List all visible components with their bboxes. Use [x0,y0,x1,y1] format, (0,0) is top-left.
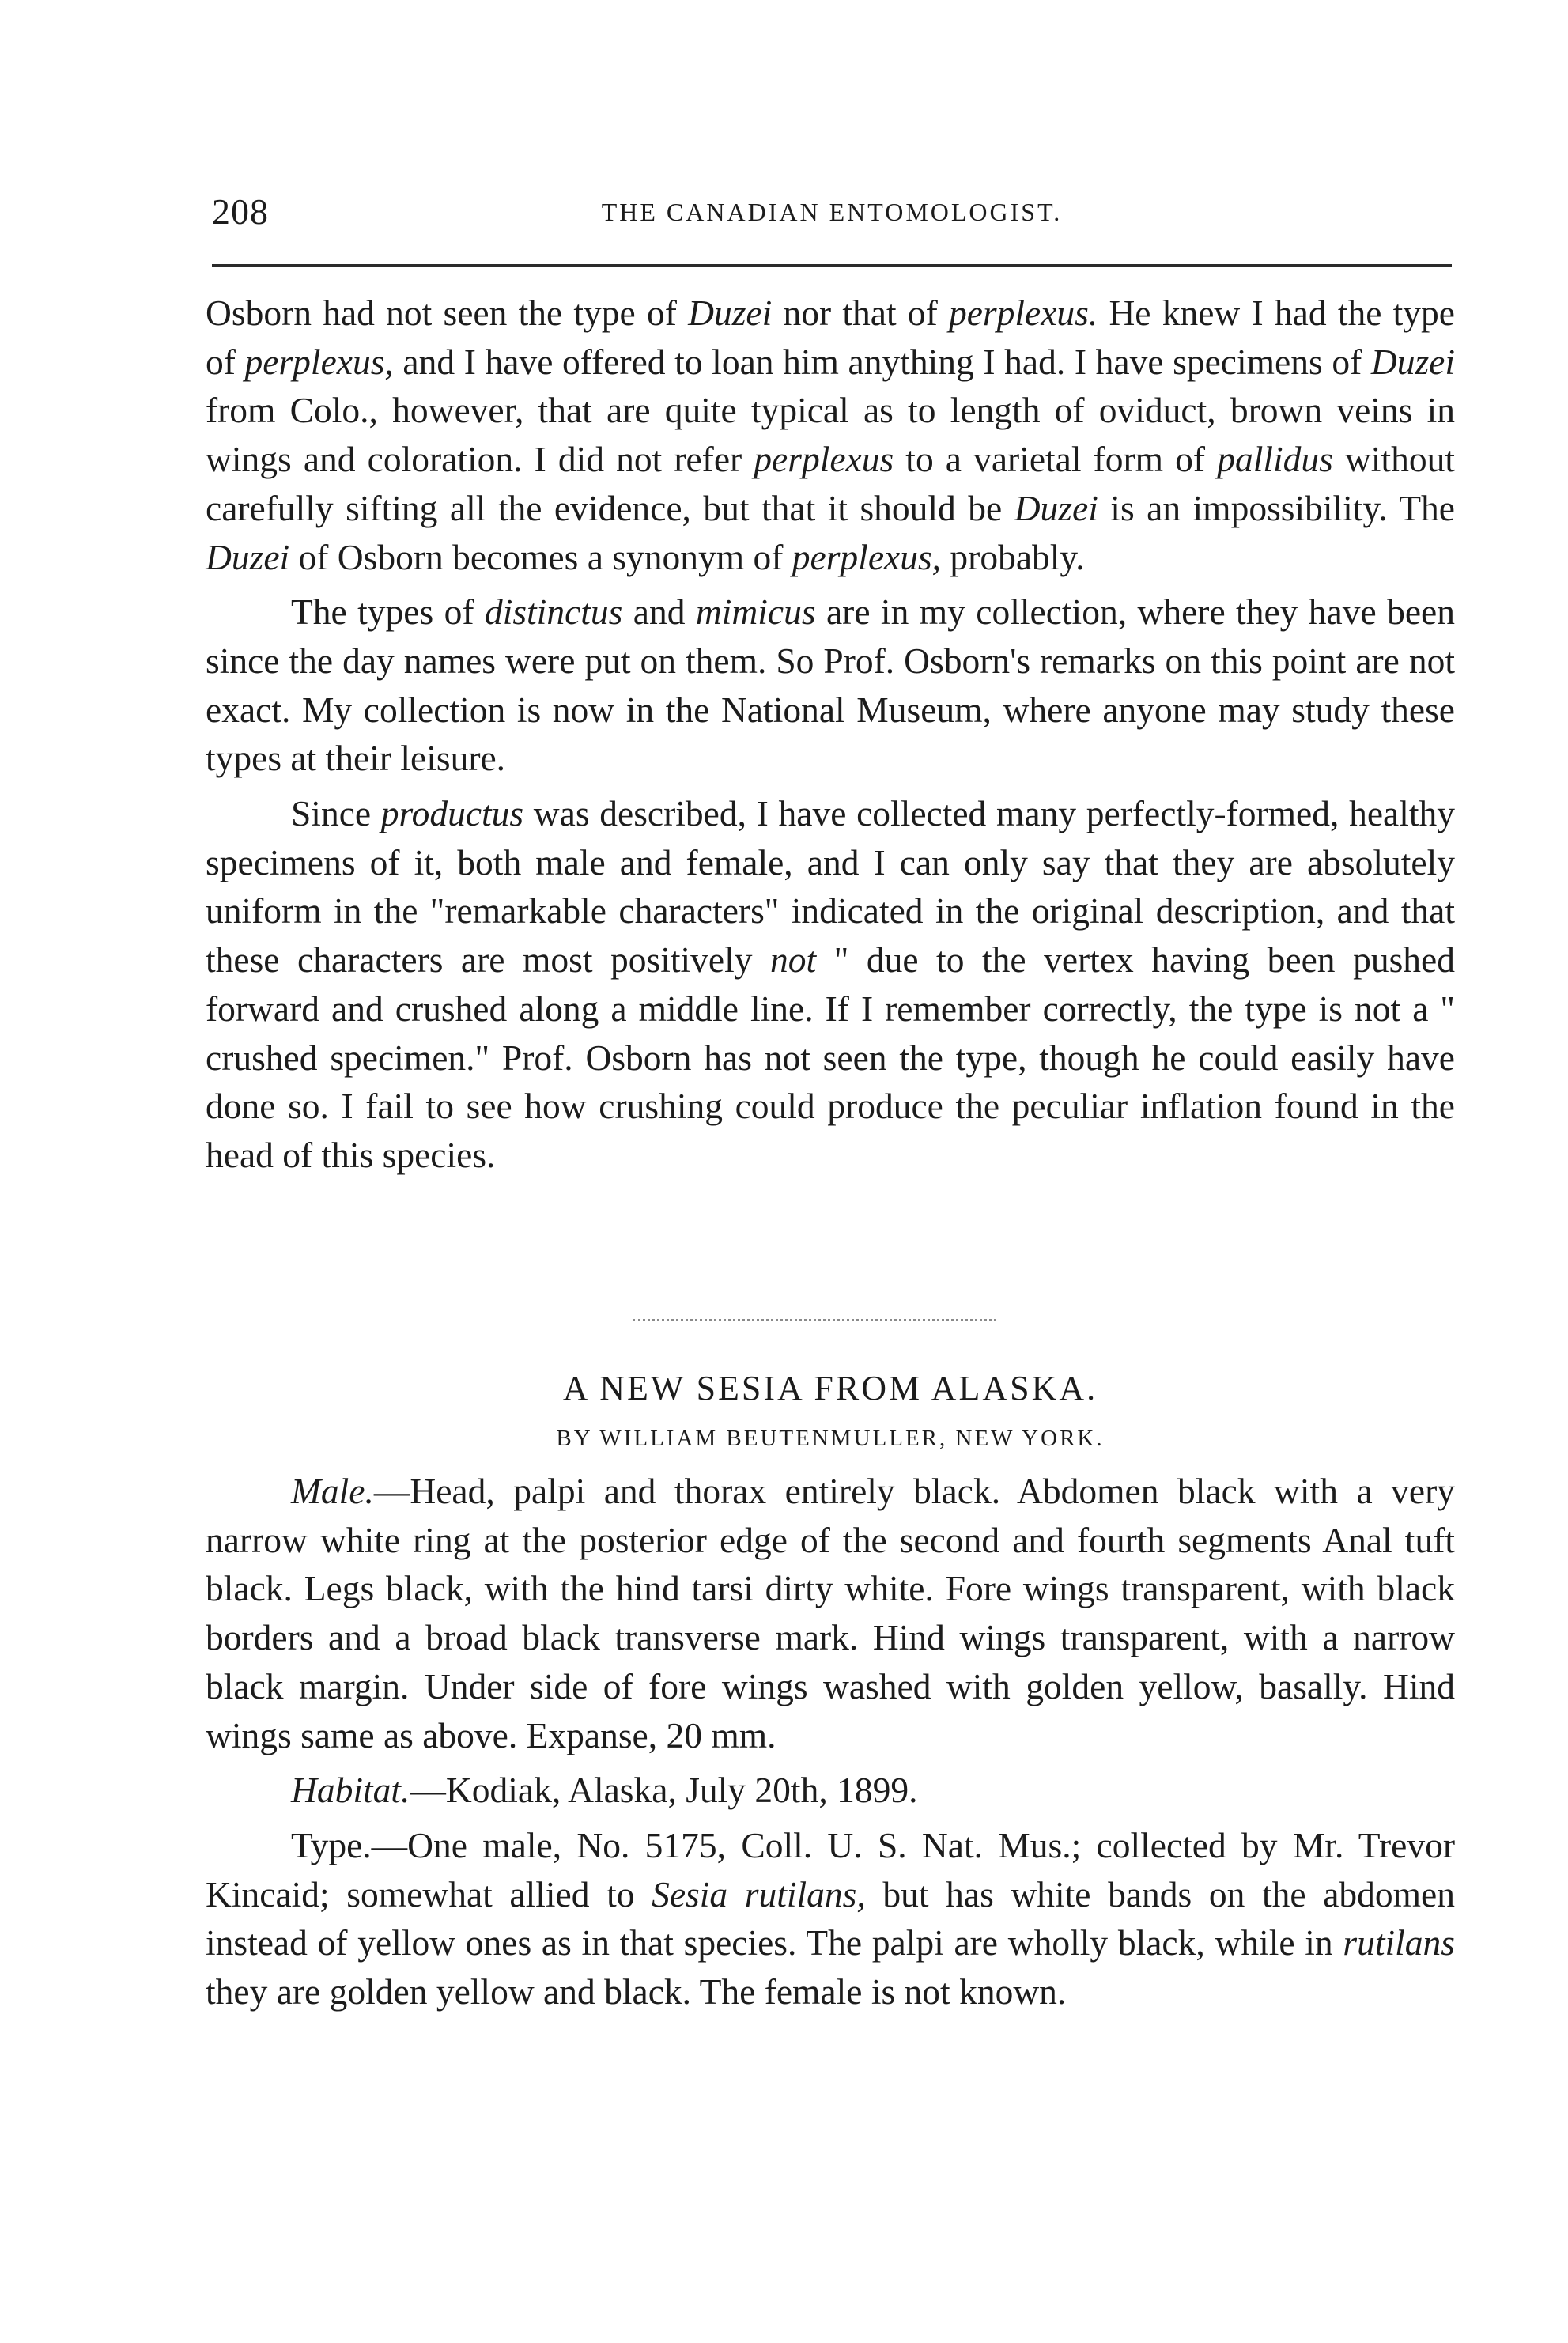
text-run: Since [291,793,381,834]
text-run: " due to the vertex having been pushed forward and crushed along a middle line. If I remember correctly, the type is not a " crushed specimen." Prof. Osborn has not seen the type, though he could easily have done so. I fail to see how crushing could produce the peculiar inflation found in the head of this species. [206,939,1455,1175]
paragraph [206,588,1455,783]
paragraph [206,1467,1455,1759]
text-run: to a varietal form of [894,439,1218,480]
section-divider [633,1319,996,1321]
italic-run: Sesia rutilans, [652,1873,866,1914]
page-header [212,188,1452,236]
text-run: was described, I have collected many perfectly-formed, healthy specimens of it, both male and female, and I can only say that they are absolutely uniform in the "remarkable characters" indicated in the original description, and that these characters are most positively [206,793,1455,981]
italic-run: productus [380,793,524,834]
text-run: and I have offered to loan him anything I had. I have specimens of [393,341,1371,382]
italic-run: rutilans [1343,1922,1455,1963]
text-run: nor that of [772,293,949,333]
italic-run: perplexus. [948,293,1098,333]
paragraph [206,1821,1455,2016]
italic-run: Habitat. [291,1770,410,1811]
header-rule [212,264,1452,267]
article [206,1364,1455,2023]
italic-run: Duzei [688,293,773,333]
page-number: 208 [212,191,269,232]
text-run: but has white bands on the abdomen instead of yellow ones as in that species. The palpi are wholly black, while in [206,1873,1455,1963]
text-run: and [622,591,696,633]
italic-run: Duzei [1370,341,1455,382]
paragraph [206,289,1455,581]
body-text [206,289,1455,1186]
text-run: is an impossibility. The [1098,487,1455,528]
text-run: He knew I had the type of [206,293,1455,382]
text-run: The types of [291,591,485,633]
text-run: without carefully sifting all the evidence, but that it should be [206,439,1455,528]
text-run: —Kodiak, Alaska, July 20th, 1899. [410,1770,918,1811]
italic-run: perplexus [754,439,894,480]
italic-run: mimicus [695,591,816,633]
italic-run: Duzei [206,536,290,577]
italic-run: perplexus, [244,341,394,382]
paragraph [206,789,1455,1180]
italic-run: pallidus [1217,439,1333,480]
article-title: A NEW SESIA FROM ALASKA. [562,1369,1098,1408]
italic-run: Male. [291,1471,374,1511]
running-head: THE CANADIAN ENTOMOLOGIST. [601,198,1063,226]
italic-run: distinctus [484,591,623,633]
paragraph [206,1766,1455,1815]
text-run: —Head, palpi and thorax entirely black. Abdomen black with a very narrow white ring at the posterior edge of the second and fourth segments Anal tuft black. Legs black, with the hind tarsi dirty white. Fore wings transparent, with black borders and a broad black transverse mark. Hind wings transparent, with a narrow black margin. Under side of fore wings washed with golden yellow, basally. Hind wings same as above. Expanse, 20 mm. [206,1471,1455,1755]
text-run: probably. [941,536,1085,577]
text-run: they are golden yellow and black. The female is not known. [206,1971,1067,2012]
text-run: of Osborn becomes a synonym of [289,536,792,577]
italic-run: perplexus, [792,536,942,577]
italic-run: not [770,939,817,981]
text-run: are in my collection, where they have been since the day names were put on them. So Prof. Osborn's remarks on this point are not exact. My collection is now in the National Museum, where anyone may study these types at their leisure. [206,591,1455,779]
italic-run: Duzei [1014,487,1098,528]
text-run: Osborn had not seen the type of [206,293,689,333]
article-byline: BY WILLIAM BEUTENMULLER, NEW YORK. [556,1426,1105,1451]
text-run: from Colo., however, that are quite typical as to length of oviduct, brown veins in wings and coloration. I did not refer [206,390,1455,480]
text-run: Type.—One male, No. 5175, Coll. U. S. Nat. Mus.; collected by Mr. Trevor Kincaid; somewhat allied to [206,1824,1455,1914]
